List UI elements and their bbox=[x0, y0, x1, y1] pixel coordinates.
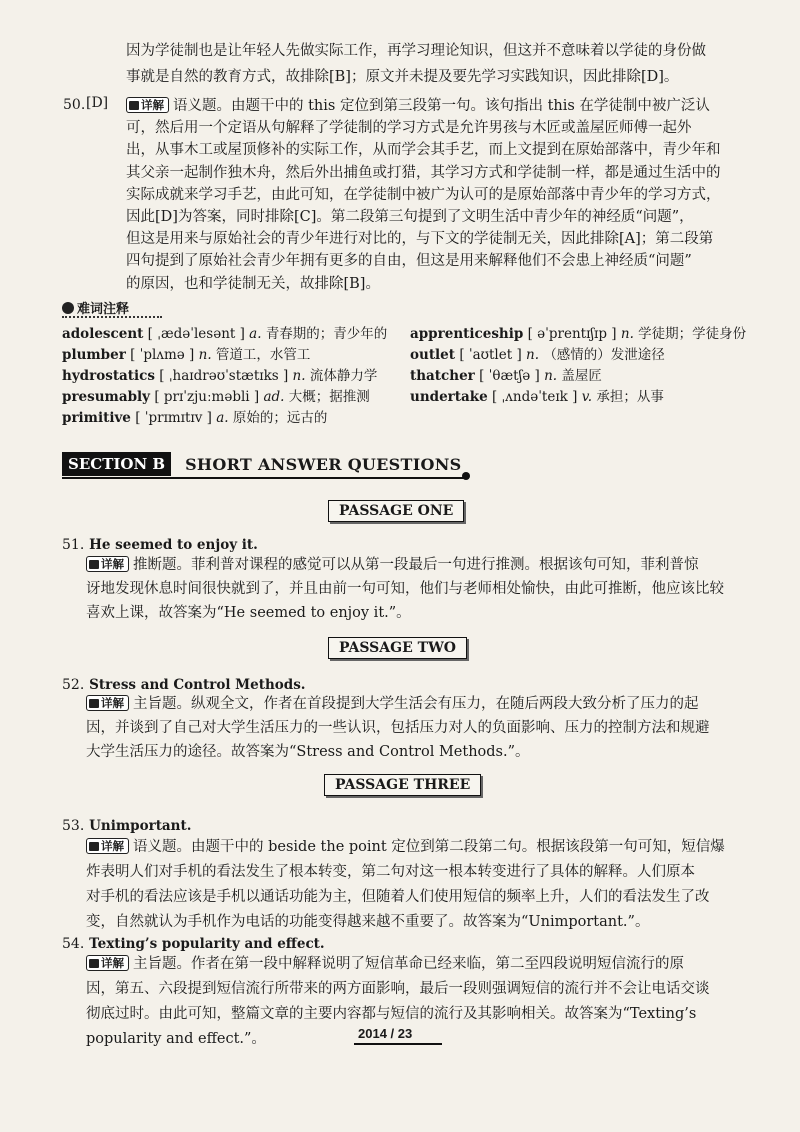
q49-line-1: 因为学徒制也是让年轻人先做实际工作，再学习理论知识，但这并不意味着以学徒的身份做 bbox=[126, 43, 706, 59]
q51-line-2: 讶地发现休息时间很快就到了，并且由前一句可知，他们与老师相处愉快，由此可推断，他应该比较 bbox=[86, 581, 724, 597]
book-icon bbox=[89, 842, 99, 851]
vocab-entry: adolescent [ ˌædəˈlesənt ] a. 青春期的；青少年的 bbox=[62, 326, 388, 342]
q54-line-1: 详解 主旨题。作者在第一段中解释说明了短信革命已经来临，第二至四段说明短信流行的原 bbox=[86, 953, 684, 977]
detail-tag: 详解 bbox=[86, 838, 129, 854]
q53-line-4: 变，自然就认为手机作为电话的功能变得越来越不重要了。故答案为“Unimportant.”。 bbox=[86, 914, 650, 930]
q50-line-7: 但这是用来与原始社会的青少年进行对比的，与下文的学徒制无关，因此排除[A]；第二段第 bbox=[126, 231, 714, 248]
q51-number: 51. He seemed to enjoy it. bbox=[62, 537, 258, 553]
q53-line-1: 详解 语义题。由题干中的 beside the point 定位到第二段第二句。根据该段第一句可知，短信爆 bbox=[86, 836, 725, 860]
pen-icon bbox=[62, 302, 74, 314]
q50-line-3: 出，从事木工或屋顶修补的实际工作，从而学会其手艺，而上文提到在原始部落中，青少年和 bbox=[126, 142, 721, 159]
q54-line-3: 彻底过时。由此可知，整篇文章的主要内容都与短信的流行及其影响相关。故答案为“Texting’s bbox=[86, 1006, 697, 1022]
book-icon bbox=[89, 560, 99, 569]
detail-tag: 详解 bbox=[126, 97, 169, 113]
q51-line-1: 详解 推断题。菲利普对课程的感觉可以从第一段最后一句进行推测。根据该句可知，菲利普惊 bbox=[86, 554, 699, 578]
section-underline bbox=[62, 477, 466, 479]
page-number: 2014 / 23 bbox=[358, 1026, 413, 1041]
q54-line-2: 因，第五、六段提到短信流行所带来的两方面影响，最后一段则强调短信的流行并不会让电话交谈 bbox=[86, 981, 710, 997]
q50-line-6: 因此[D]为答案，同时排除[C]。第二段第三句提到了文明生活中青少年的神经质“问题”， bbox=[126, 209, 694, 225]
detail-tag: 详解 bbox=[86, 955, 129, 971]
vocab-entry: outlet [ ˈaʊtlet ] n. （感情的）发泄途径 bbox=[410, 347, 665, 363]
q52-line-1: 详解 主旨题。纵观全文，作者在首段提到大学生活会有压力，在随后两段大致分析了压力的起 bbox=[86, 693, 699, 717]
book-icon bbox=[129, 101, 139, 110]
section-underline-dot bbox=[462, 472, 470, 480]
passage-two-label: PASSAGE TWO bbox=[328, 637, 467, 659]
q50-line-8: 四句提到了原始社会青少年拥有更多的自由，但这是用来解释他们不会患上神经质“问题” bbox=[126, 253, 692, 270]
passage-one-label: PASSAGE ONE bbox=[328, 500, 464, 522]
detail-tag: 详解 bbox=[86, 695, 129, 711]
q51-line-3: 喜欢上课，故答案为“He seemed to enjoy it.”。 bbox=[86, 605, 411, 621]
q50-line-4: 其父亲一起制作独木舟，然后外出捕鱼或打猎，其学习方式和学徒制一样，都是通过生活中的 bbox=[126, 164, 721, 181]
vocab-entry: plumber [ ˈplʌmə ] n. 管道工，水管工 bbox=[62, 347, 311, 363]
q52-line-3: 大学生活压力的途径。故答案为“Stress and Control Methods.”。 bbox=[86, 744, 530, 760]
vocab-entry: primitive [ ˈprɪmɪtɪv ] a. 原始的；远古的 bbox=[62, 410, 328, 426]
vocab-entry: undertake [ ˌʌndəˈteɪk ] v. 承担；从事 bbox=[410, 389, 664, 405]
q50-answer: [D] bbox=[86, 95, 109, 111]
q54-number: 54. Texting’s popularity and effect. bbox=[62, 936, 325, 952]
vocab-entry: thatcher [ ˈθætʃə ] n. 盖屋匠 bbox=[410, 368, 602, 384]
q50-line-9: 的原因，也和学徒制无关，故排除[B]。 bbox=[126, 275, 380, 292]
q52-line-2: 因，并谈到了自己对大学生活压力的一些认识，包括压力对人的负面影响、压力的控制方法和规避 bbox=[86, 720, 710, 736]
q50-line-2: 可，然后用一个定语从句解释了学徒制的学习方式是允许男孩与木匠或盖屋匠师傅一起外 bbox=[126, 120, 692, 137]
q53-line-2: 炸表明人们对手机的看法发生了根本转变，第二句对这一根本转变进行了具体的解释。人们原本 bbox=[86, 864, 695, 880]
q50-line-5: 实际成就来学习手艺，由此可知，在学徒制中被广为认可的是原始部落中青少年的学习方式， bbox=[126, 186, 721, 203]
vocab-entry: presumably [ prɪˈzjuːməbli ] ad. 大概；据推测 bbox=[62, 389, 370, 405]
book-icon bbox=[89, 959, 99, 968]
book-icon bbox=[89, 699, 99, 708]
vocab-right bbox=[410, 324, 746, 408]
passage-three-label: PASSAGE THREE bbox=[324, 774, 481, 796]
section-heading bbox=[62, 452, 462, 476]
detail-tag: 详解 bbox=[86, 556, 129, 572]
page-number-underline bbox=[354, 1043, 442, 1045]
vocab-heading: 难词注释 bbox=[62, 298, 129, 317]
q54-line-4: popularity and effect.”。 bbox=[86, 1031, 266, 1047]
section-badge: SECTION B bbox=[62, 452, 171, 476]
vocab-left bbox=[62, 324, 387, 429]
q53-line-3: 对手机的看法应该是手机以通话功能为主，但随着人们使用短信的频率上升，人们的看法发生了改 bbox=[86, 889, 710, 905]
vocab-heading-underline bbox=[62, 314, 162, 318]
vocab-entry: hydrostatics [ ˌhaɪdrəʊˈstætɪks ] n. 流体静力学 bbox=[62, 368, 378, 384]
q53-number: 53. Unimportant. bbox=[62, 818, 192, 834]
q50-number: 50. bbox=[63, 97, 86, 113]
vocab-entry: apprenticeship [ əˈprentɪʃɪp ] n. 学徒期；学徒身份 bbox=[410, 326, 747, 342]
section-title: SHORT ANSWER QUESTIONS bbox=[185, 454, 462, 474]
q49-line-2: 事就是自然的教育方式，故排除[B]；原文并未提及要先学习实践知识，因此排除[D]。 bbox=[126, 69, 679, 85]
q52-number: 52. Stress and Control Methods. bbox=[62, 677, 306, 693]
q50-line-1: 详解 语义题。由题干中的 this 定位到第三段第一句。该句指出 this 在学徒制中被广泛认 bbox=[126, 95, 710, 119]
